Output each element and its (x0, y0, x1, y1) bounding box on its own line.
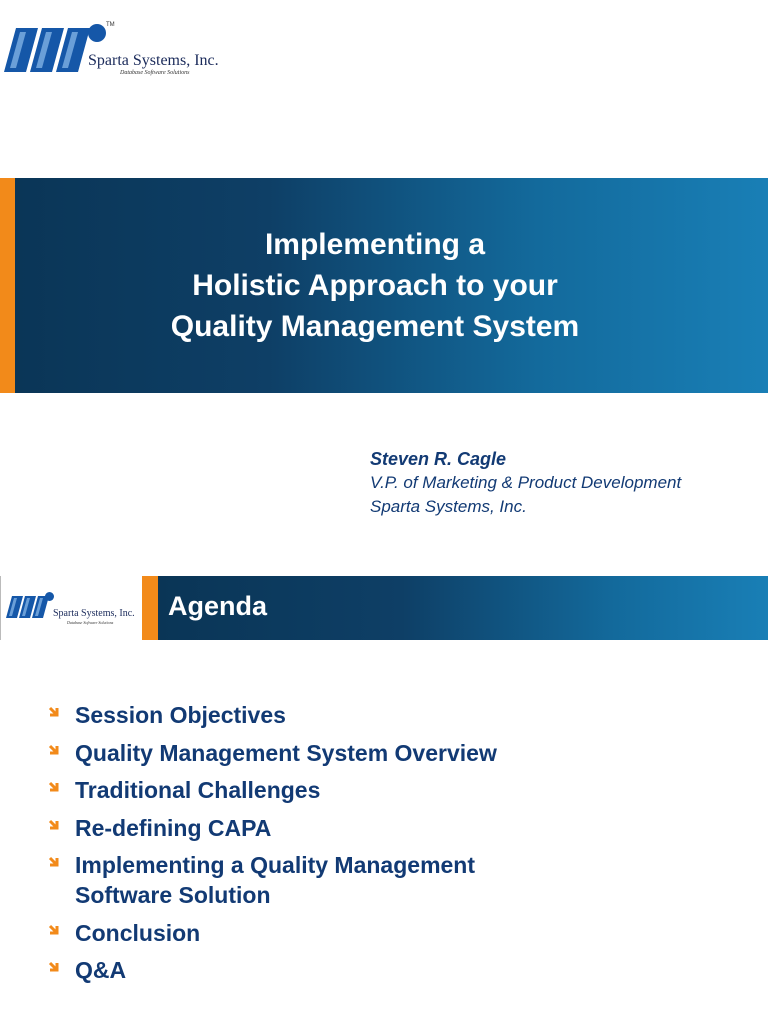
title-line-2: Holistic Approach to your (192, 269, 558, 302)
title-line-3: Quality Management System (170, 310, 580, 343)
company-logo (4, 22, 234, 82)
agenda-header (0, 576, 768, 640)
header-logo (0, 576, 143, 640)
agenda-item (48, 955, 635, 985)
orange-arrow-icon (48, 818, 62, 832)
agenda-item-label: Implementing a Quality Management Software Solution (75, 852, 476, 908)
orange-arrow-icon (48, 780, 62, 794)
logo-dot-icon (45, 592, 54, 601)
agenda-item-label: Q&A (75, 957, 127, 983)
header-accent (142, 576, 158, 640)
agenda-item (48, 775, 635, 805)
logo-company-name: Sparta Systems, Inc. (53, 608, 135, 619)
agenda-item (48, 738, 635, 768)
trademark-mark: TM (106, 22, 115, 28)
logo-bars-icon (4, 28, 96, 72)
agenda-item-label: Traditional Challenges (75, 777, 321, 803)
orange-arrow-icon (48, 923, 62, 937)
agenda-title: Agenda (168, 591, 268, 621)
orange-arrow-icon (48, 855, 62, 869)
orange-arrow-icon (48, 743, 62, 757)
presenter-block (370, 447, 681, 519)
agenda-item (48, 813, 635, 843)
agenda-item (48, 700, 635, 730)
logo-tagline: Database Software Solutions (67, 620, 114, 625)
agenda-item-label: Session Objectives (75, 702, 286, 728)
logo-company-name: Sparta Systems, Inc. (88, 52, 219, 69)
presenter-role: V.P. of Marketing & Product Development (370, 473, 682, 492)
agenda-list (48, 700, 635, 993)
logo-tagline: Database Software Solutions (120, 70, 190, 76)
agenda-item (48, 850, 545, 910)
presenter-company: Sparta Systems, Inc. (370, 497, 527, 516)
title-banner-accent (0, 178, 15, 393)
agenda-item (48, 918, 635, 948)
orange-arrow-icon (48, 960, 62, 974)
logo-dot-icon (88, 24, 106, 42)
title-line-1: Implementing a (264, 228, 486, 261)
slide-title (15, 224, 735, 347)
agenda-item-label: Re-defining CAPA (75, 814, 272, 841)
agenda-item-label: Conclusion (75, 919, 201, 946)
agenda-item-label: Quality Management System Overview (75, 739, 497, 766)
presenter-name: Steven R. Cagle (370, 449, 507, 469)
orange-arrow-icon (48, 705, 62, 719)
